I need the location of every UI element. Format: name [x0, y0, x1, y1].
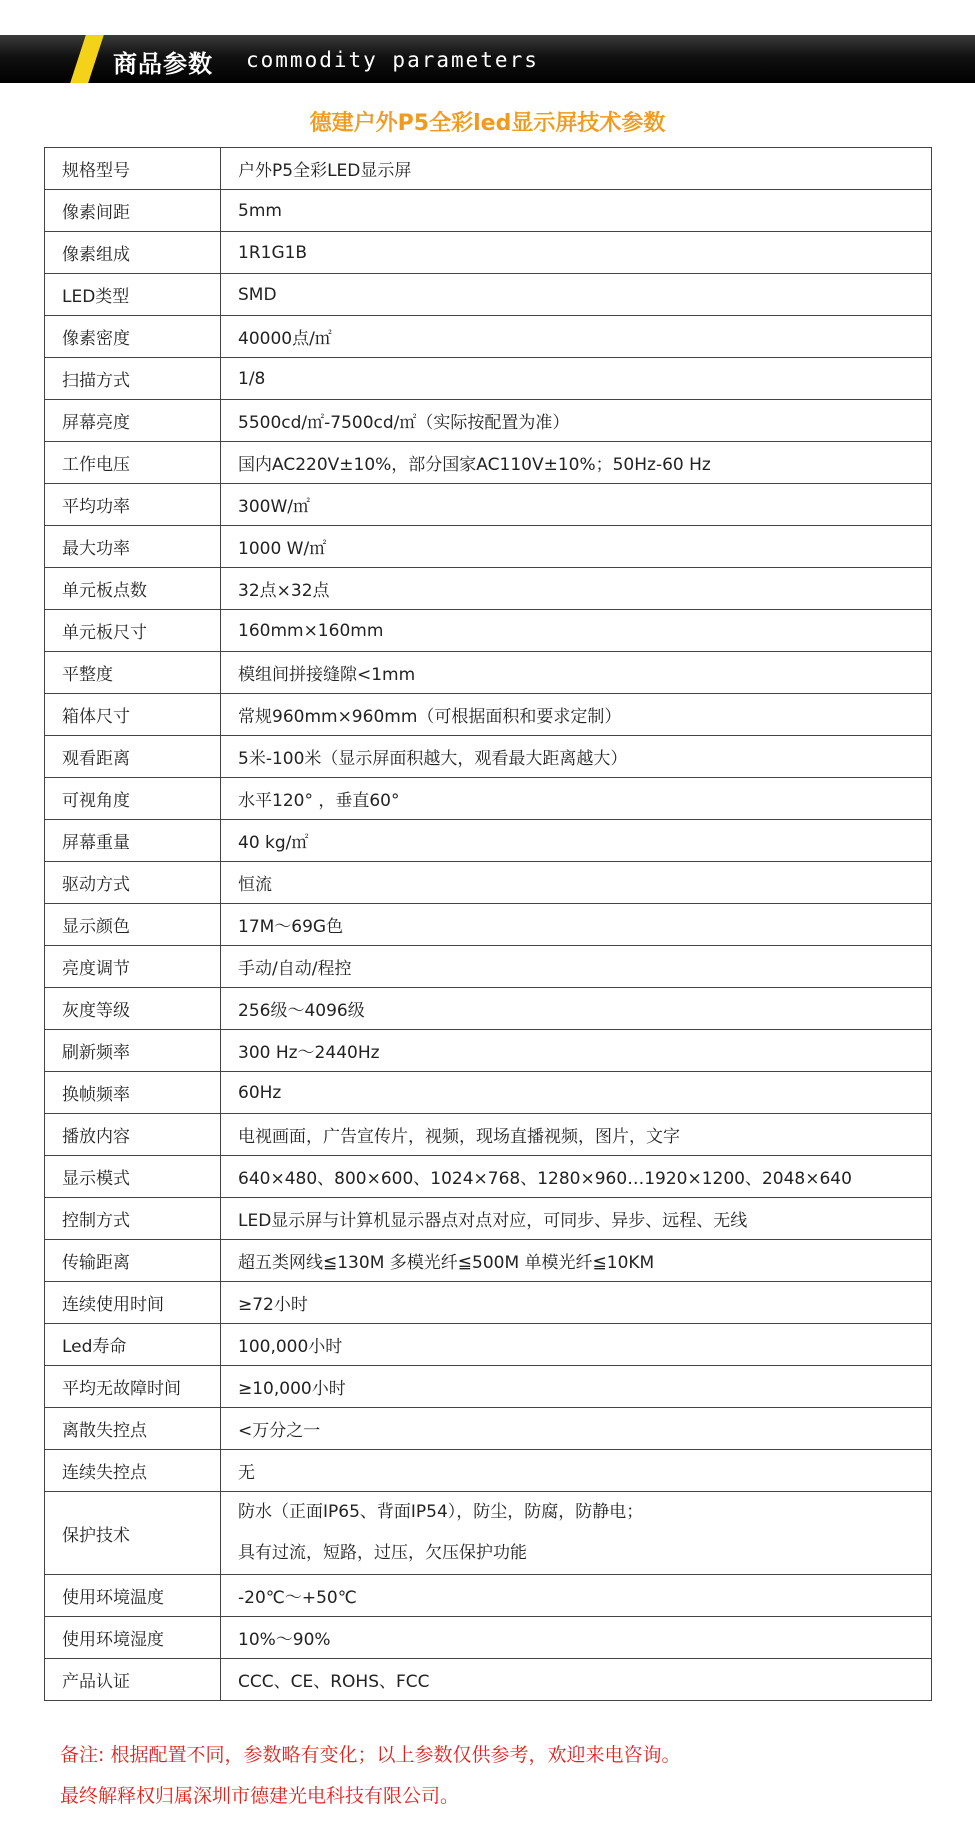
table-row — [45, 1072, 932, 1114]
param-label: 单元板点数 — [45, 568, 221, 610]
param-value: 640×480、800×600、1024×768、1280×960…1920×1200、2048×640 — [221, 1156, 932, 1198]
param-value: <万分之一 — [221, 1408, 932, 1450]
table-row — [45, 736, 932, 778]
param-label: 可视角度 — [45, 778, 221, 820]
table-row — [45, 988, 932, 1030]
param-label: 扫描方式 — [45, 358, 221, 400]
param-value: 1000 W/㎡ — [221, 526, 932, 568]
table-row — [45, 190, 932, 232]
table-row — [45, 1324, 932, 1366]
param-value: ≥10,000小时 — [221, 1366, 932, 1408]
table-row — [45, 1198, 932, 1240]
table-row — [45, 904, 932, 946]
param-label: 连续使用时间 — [45, 1282, 221, 1324]
document-title: 德建户外P5全彩led显示屏技术参数 — [309, 111, 666, 136]
table-row — [45, 484, 932, 526]
param-value: 恒流 — [221, 862, 932, 904]
param-label: 播放内容 — [45, 1114, 221, 1156]
param-value: SMD — [221, 274, 932, 316]
table-row — [45, 526, 932, 568]
table-row — [45, 316, 932, 358]
remark-line-2: 最终解释权归属深圳市德建光电科技有限公司。 — [60, 1785, 460, 1807]
table-row — [45, 778, 932, 820]
param-label: 换帧频率 — [45, 1072, 221, 1114]
table-row — [45, 568, 932, 610]
param-label: 最大功率 — [45, 526, 221, 568]
remarks — [60, 1735, 680, 1817]
table-row — [45, 862, 932, 904]
param-label: 保护技术 — [45, 1492, 221, 1575]
param-label: 产品认证 — [45, 1659, 221, 1701]
param-label: 箱体尺寸 — [45, 694, 221, 736]
table-row — [45, 610, 932, 652]
param-value-line: 具有过流，短路，过压，欠压保护功能 — [238, 1543, 527, 1563]
param-label: 规格型号 — [45, 148, 221, 190]
table-row — [45, 946, 932, 988]
param-label: 刷新频率 — [45, 1030, 221, 1072]
spec-table-body — [45, 148, 932, 1701]
remark-line-1: 备注: 根据配置不同，参数略有变化；以上参数仅供参考，欢迎来电咨询。 — [60, 1744, 681, 1766]
param-value: 300W/㎡ — [221, 484, 932, 526]
table-row — [45, 358, 932, 400]
table-row — [45, 1282, 932, 1324]
param-label: 工作电压 — [45, 442, 221, 484]
param-value: 60Hz — [221, 1072, 932, 1114]
table-row — [45, 820, 932, 862]
param-value: 电视画面，广告宣传片，视频，现场直播视频，图片，文字 — [221, 1114, 932, 1156]
param-label: 离散失控点 — [45, 1408, 221, 1450]
param-value: 超五类网线≦130M 多模光纤≦500M 单模光纤≦10KM — [221, 1240, 932, 1282]
param-value: 100,000小时 — [221, 1324, 932, 1366]
param-value: CCC、CE、ROHS、FCC — [221, 1659, 932, 1701]
param-label: 使用环境温度 — [45, 1575, 221, 1617]
spec-table — [44, 147, 932, 1701]
table-row — [45, 1114, 932, 1156]
table-row — [45, 1575, 932, 1617]
table-row — [45, 1659, 932, 1701]
param-value: 模组间拼接缝隙<1mm — [221, 652, 932, 694]
param-label: 灰度等级 — [45, 988, 221, 1030]
param-label: Led寿命 — [45, 1324, 221, 1366]
param-value: 无 — [221, 1450, 932, 1492]
header-accent-stripe — [70, 35, 104, 83]
table-row — [45, 694, 932, 736]
param-value-line: 防水（正面IP65、背面IP54），防尘，防腐，防静电； — [238, 1502, 644, 1522]
param-value: 1/8 — [221, 358, 932, 400]
param-value: 40 kg/㎡ — [221, 820, 932, 862]
table-row — [45, 1366, 932, 1408]
param-value: 水平120° ，垂直60° — [221, 778, 932, 820]
param-label: 像素密度 — [45, 316, 221, 358]
header-title-en: commodity parameters — [246, 48, 539, 72]
table-row — [45, 400, 932, 442]
param-label: 像素组成 — [45, 232, 221, 274]
table-row — [45, 1156, 932, 1198]
param-label: 连续失控点 — [45, 1450, 221, 1492]
header-title-cn: 商品参数 — [113, 50, 213, 78]
table-row — [45, 442, 932, 484]
param-value: -20℃～+50℃ — [221, 1575, 932, 1617]
param-value: 300 Hz～2440Hz — [221, 1030, 932, 1072]
param-value: 32点×32点 — [221, 568, 932, 610]
param-value: 手动/自动/程控 — [221, 946, 932, 988]
param-label: 观看距离 — [45, 736, 221, 778]
param-value: 160mm×160mm — [221, 610, 932, 652]
param-label: 显示颜色 — [45, 904, 221, 946]
param-label: 显示模式 — [45, 1156, 221, 1198]
param-value: 5mm — [221, 190, 932, 232]
param-value: 常规960mm×960mm（可根据面积和要求定制） — [221, 694, 932, 736]
table-row — [45, 274, 932, 316]
table-row — [45, 1408, 932, 1450]
param-value: 国内AC220V±10%，部分国家AC110V±10%；50Hz-60 Hz — [221, 442, 932, 484]
param-value — [221, 1492, 932, 1575]
table-row — [45, 148, 932, 190]
param-label: 驱动方式 — [45, 862, 221, 904]
param-value: 5500cd/㎡-7500cd/㎡（实际按配置为准） — [221, 400, 932, 442]
param-value: LED显示屏与计算机显示器点对点对应，可同步、异步、远程、无线 — [221, 1198, 932, 1240]
param-label: 平整度 — [45, 652, 221, 694]
param-label: LED类型 — [45, 274, 221, 316]
table-row — [45, 1492, 932, 1575]
table-row — [45, 1240, 932, 1282]
param-label: 亮度调节 — [45, 946, 221, 988]
param-label: 屏幕亮度 — [45, 400, 221, 442]
table-row — [45, 1030, 932, 1072]
param-value: 1R1G1B — [221, 232, 932, 274]
param-value: 17M～69G色 — [221, 904, 932, 946]
param-value: 5米-100米（显示屏面积越大，观看最大距离越大） — [221, 736, 932, 778]
table-row — [45, 232, 932, 274]
param-label: 像素间距 — [45, 190, 221, 232]
param-value: 户外P5全彩LED显示屏 — [221, 148, 932, 190]
param-label: 屏幕重量 — [45, 820, 221, 862]
param-value: 40000点/㎡ — [221, 316, 932, 358]
param-label: 传输距离 — [45, 1240, 221, 1282]
param-label: 平均功率 — [45, 484, 221, 526]
param-value: ≥72小时 — [221, 1282, 932, 1324]
param-label: 使用环境湿度 — [45, 1617, 221, 1659]
section-header-bar — [0, 35, 975, 83]
param-value: 10%～90% — [221, 1617, 932, 1659]
param-value: 256级～4096级 — [221, 988, 932, 1030]
param-label: 控制方式 — [45, 1198, 221, 1240]
table-row — [45, 1617, 932, 1659]
table-row — [45, 1450, 932, 1492]
param-label: 单元板尺寸 — [45, 610, 221, 652]
table-row — [45, 652, 932, 694]
param-label: 平均无故障时间 — [45, 1366, 221, 1408]
